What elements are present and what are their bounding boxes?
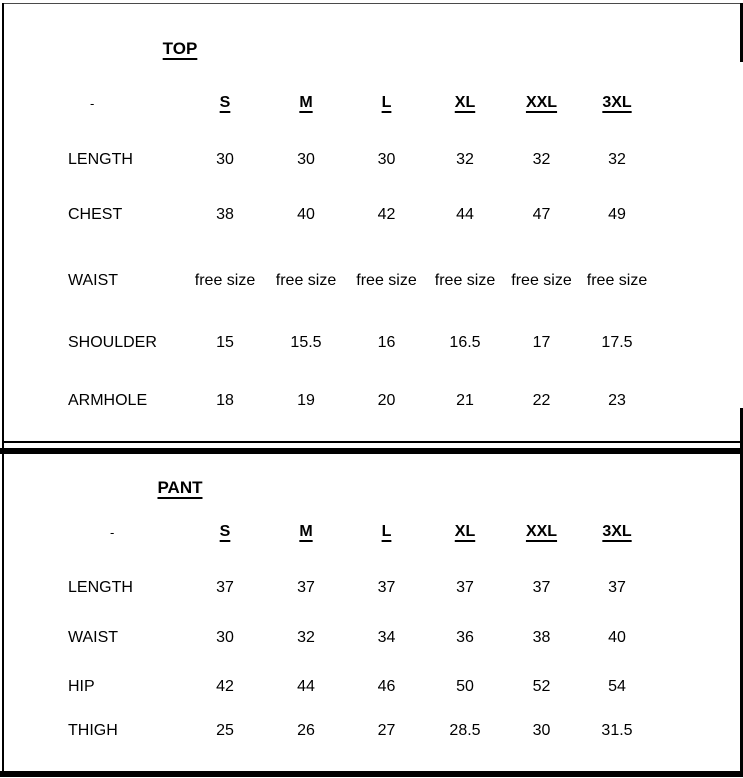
- bottom-border-line: [0, 771, 743, 777]
- size-value-cell: 32: [532, 151, 551, 168]
- size-value-cell: 30: [377, 151, 396, 168]
- size-value-cell: 37: [608, 579, 626, 596]
- size-value-cell: 26: [297, 722, 315, 739]
- size-value-cell: 19: [297, 392, 315, 409]
- size-value-cell: free size: [356, 272, 417, 289]
- size-value-cell: 52: [532, 678, 551, 695]
- column-header-s: S: [219, 523, 231, 540]
- size-value-cell: 44: [297, 678, 315, 695]
- size-value-cell: 22: [532, 392, 551, 409]
- table-row-hip: [0, 675, 743, 699]
- size-value-cell: 16: [377, 334, 396, 351]
- top-border-line: [2, 3, 743, 4]
- size-value-cell: 37: [216, 579, 234, 596]
- size-value-cell: free size: [511, 272, 572, 289]
- size-value-cell: 34: [377, 629, 396, 646]
- table-row-armhole: [0, 389, 743, 413]
- size-value-cell: free size: [434, 272, 496, 289]
- table-row-shoulder: [0, 331, 743, 355]
- size-value-cell: 25: [216, 722, 234, 739]
- size-value-cell: 16.5: [449, 334, 481, 351]
- corner-dash: -: [110, 524, 115, 540]
- size-value-cell: 30: [216, 151, 234, 168]
- size-value-cell: 37: [377, 579, 396, 596]
- column-header-3xl: 3XL: [602, 523, 632, 540]
- row-label: WAIST: [68, 629, 119, 646]
- row-label: LENGTH: [68, 579, 133, 596]
- size-value-cell: 17.5: [601, 334, 633, 351]
- size-value-cell: free size: [194, 272, 256, 289]
- table-row-thigh: [0, 719, 743, 743]
- size-value-cell: 20: [377, 392, 396, 409]
- row-label: SHOULDER: [68, 334, 157, 351]
- column-header-m: M: [299, 523, 313, 540]
- size-value-cell: 15.5: [290, 334, 322, 351]
- size-value-cell: 30: [297, 151, 315, 168]
- row-label: THIGH: [68, 722, 118, 739]
- size-value-cell: free size: [275, 272, 337, 289]
- table-row-waist: [0, 269, 743, 293]
- size-value-cell: 37: [532, 579, 551, 596]
- size-value-cell: 31.5: [601, 722, 633, 739]
- size-value-cell: 32: [456, 151, 474, 168]
- row-label: HIP: [68, 678, 95, 695]
- section-divider-line: [0, 448, 743, 454]
- size-value-cell: 46: [377, 678, 396, 695]
- row-label: ARMHOLE: [68, 392, 148, 409]
- size-value-cell: 27: [377, 722, 396, 739]
- pant-header-row: [0, 520, 743, 544]
- column-header-l: L: [381, 94, 392, 111]
- size-value-cell: 28.5: [449, 722, 481, 739]
- size-value-cell: 37: [456, 579, 474, 596]
- size-value-cell: 40: [297, 206, 315, 223]
- size-value-cell: 30: [532, 722, 551, 739]
- column-header-m: M: [299, 94, 313, 111]
- section-title-top: TOP: [162, 39, 198, 58]
- table-row-length: [0, 576, 743, 600]
- size-value-cell: free size: [586, 272, 648, 289]
- column-header-3xl: 3XL: [602, 94, 632, 111]
- section-title-pant: PANT: [157, 478, 203, 497]
- size-value-cell: 36: [456, 629, 474, 646]
- size-value-cell: 23: [608, 392, 626, 409]
- table-row-chest: [0, 203, 743, 227]
- size-value-cell: 47: [532, 206, 551, 223]
- size-value-cell: 44: [456, 206, 474, 223]
- column-header-xl: XL: [454, 94, 476, 111]
- size-value-cell: 54: [608, 678, 626, 695]
- table-row-length: [0, 148, 743, 172]
- size-value-cell: 42: [377, 206, 396, 223]
- size-value-cell: 17: [532, 334, 551, 351]
- size-value-cell: 32: [297, 629, 315, 646]
- column-header-xl: XL: [454, 523, 476, 540]
- size-value-cell: 32: [608, 151, 626, 168]
- corner-dash: -: [90, 95, 95, 111]
- column-header-l: L: [381, 523, 392, 540]
- column-header-s: S: [219, 94, 231, 111]
- top-header-row: [0, 91, 743, 115]
- size-value-cell: 30: [216, 629, 234, 646]
- row-label: LENGTH: [68, 151, 133, 168]
- table-row-waist: [0, 626, 743, 650]
- size-value-cell: 50: [456, 678, 474, 695]
- size-value-cell: 38: [532, 629, 551, 646]
- size-value-cell: 37: [297, 579, 315, 596]
- size-value-cell: 49: [608, 206, 626, 223]
- size-value-cell: 42: [216, 678, 234, 695]
- size-value-cell: 40: [608, 629, 626, 646]
- row-label: CHEST: [68, 206, 123, 223]
- column-header-xxl: XXL: [525, 94, 558, 111]
- size-value-cell: 18: [216, 392, 234, 409]
- size-value-cell: 21: [456, 392, 474, 409]
- row-label: WAIST: [68, 272, 119, 289]
- size-value-cell: 38: [216, 206, 234, 223]
- size-value-cell: 15: [216, 334, 234, 351]
- top-table-bottom-border: [2, 441, 743, 443]
- column-header-xxl: XXL: [525, 523, 558, 540]
